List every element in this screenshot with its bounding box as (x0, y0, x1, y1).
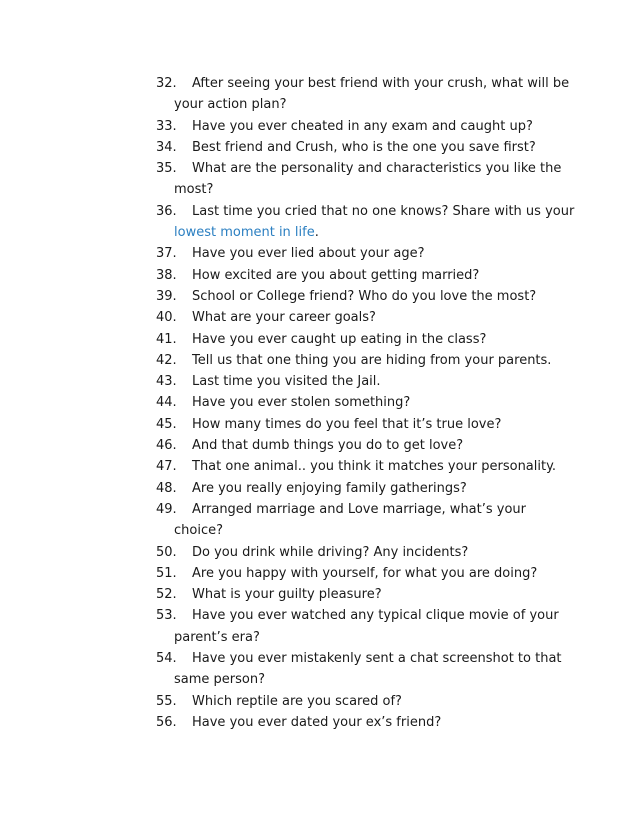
list-item (156, 158, 576, 201)
list-item (156, 605, 576, 648)
list-item (156, 542, 576, 563)
item-number: 39. (156, 288, 177, 304)
list-item (156, 478, 576, 499)
item-text: What are the personality and characteristics you like the most? (174, 161, 562, 198)
item-number: 53. (156, 608, 177, 624)
item-number: 44. (156, 395, 177, 411)
item-text: How many times do you feel that it’s true love? (192, 416, 502, 432)
item-text: Are you happy with yourself, for what you are doing? (192, 565, 538, 581)
item-text: Have you ever stolen something? (192, 395, 411, 411)
list-item (156, 137, 576, 158)
list-item (156, 648, 576, 691)
list-item (156, 435, 576, 456)
list-item (156, 712, 576, 733)
item-text: Are you really enjoying family gatherings? (192, 480, 467, 496)
item-text: And that dumb things you do to get love? (192, 438, 464, 454)
list-item (156, 307, 576, 328)
item-text: Tell us that one thing you are hiding from your parents. (192, 352, 552, 368)
item-text: That one animal.. you think it matches your personality. (192, 459, 557, 475)
item-number: 48. (156, 480, 177, 496)
list-item (156, 392, 576, 413)
item-text: What is your guilty pleasure? (192, 587, 382, 603)
list-item (156, 371, 576, 392)
item-text: How excited are you about getting married? (192, 267, 480, 283)
item-number: 34. (156, 139, 177, 155)
item-number: 37. (156, 246, 177, 262)
list-item (156, 499, 576, 542)
item-text: After seeing your best friend with your crush, what will be your action plan? (174, 76, 570, 113)
item-text: Last time you cried that no one knows? Share with us your (192, 203, 575, 219)
item-text-end: . (314, 225, 319, 241)
item-text: What are your career goals? (192, 310, 376, 326)
list-item (156, 414, 576, 435)
item-number: 51. (156, 565, 177, 581)
list-item (156, 691, 576, 712)
list-item (156, 201, 576, 244)
item-number: 54. (156, 651, 177, 667)
item-number: 32. (156, 76, 177, 91)
item-number: 42. (156, 352, 177, 368)
list-item (156, 243, 576, 264)
list-item (156, 350, 576, 371)
item-number: 45. (156, 416, 177, 432)
item-number: 55. (156, 693, 177, 709)
item-number: 40. (156, 310, 177, 326)
list-item (156, 456, 576, 477)
item-number: 33. (156, 118, 177, 134)
item-text: School or College friend? Who do you love the most? (192, 288, 537, 304)
item-number: 50. (156, 544, 177, 560)
item-text: Have you ever caught up eating in the class? (192, 331, 487, 347)
item-number: 41. (156, 331, 177, 347)
item-text: Best friend and Crush, who is the one you save first? (192, 139, 536, 155)
item-text: Have you ever watched any typical clique movie of your parent’s era? (174, 608, 559, 645)
list-item (156, 116, 576, 137)
item-number: 35. (156, 161, 177, 177)
item-text: Last time you visited the Jail. (192, 374, 381, 390)
item-number: 38. (156, 267, 177, 283)
item-number: 56. (156, 714, 177, 730)
list-item (156, 73, 576, 116)
item-text: Have you ever cheated in any exam and caught up? (192, 118, 533, 134)
list-item (156, 286, 576, 307)
item-number: 49. (156, 501, 177, 517)
list-item (156, 584, 576, 605)
list-item (156, 563, 576, 584)
item-text: Have you ever lied about your age? (192, 246, 425, 262)
item-text: Do you drink while driving? Any incidents? (192, 544, 469, 560)
item-text: Arranged marriage and Love marriage, what’s your choice? (174, 501, 527, 539)
item-number: 46. (156, 438, 177, 454)
item-number: 47. (156, 459, 177, 475)
item-number: 36. (156, 203, 177, 219)
lowest-moment-link[interactable]: lowest moment in life (174, 225, 315, 241)
item-number: 43. (156, 374, 177, 390)
item-number: 52. (156, 587, 177, 603)
item-text: Have you ever dated your ex’s friend? (192, 714, 442, 730)
list-item (156, 265, 576, 286)
item-text: Have you ever mistakenly sent a chat screenshot to that same person? (174, 651, 562, 688)
question-list (156, 73, 576, 733)
item-text: Which reptile are you scared of? (192, 693, 402, 709)
list-item (156, 329, 576, 350)
